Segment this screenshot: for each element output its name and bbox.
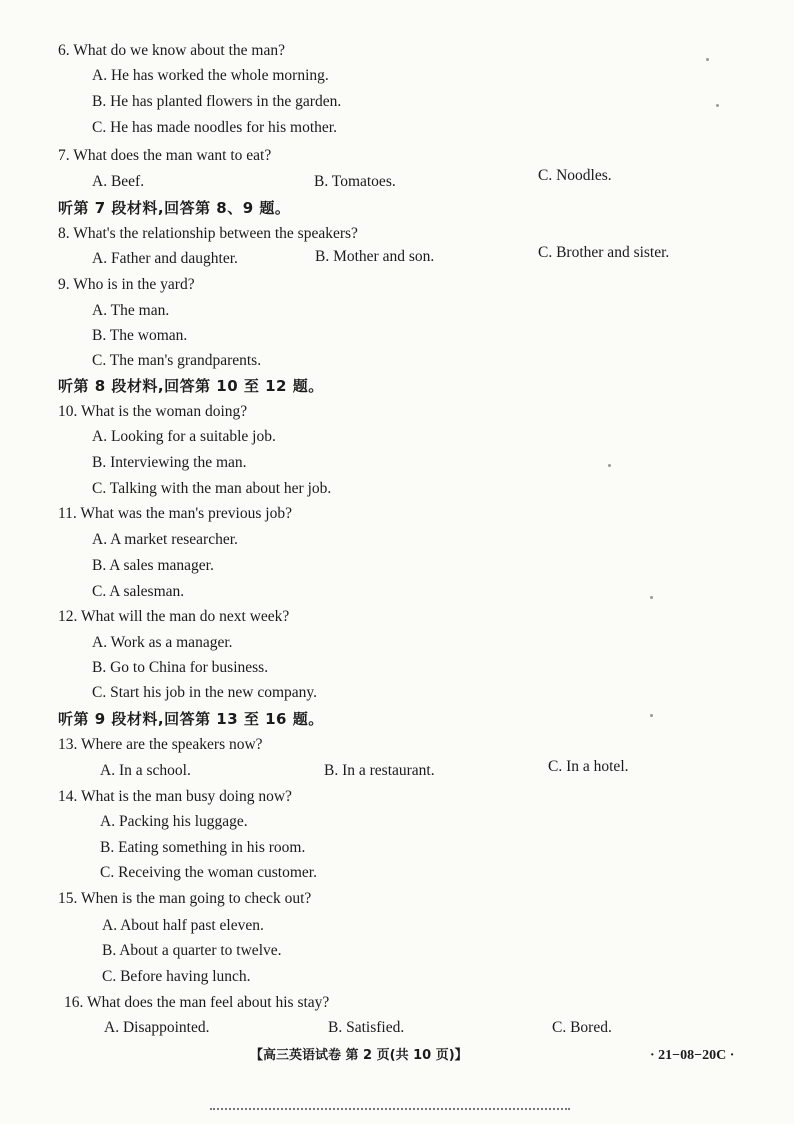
question-11-option-a: A. A market researcher. [92, 531, 238, 548]
question-9-option-a: A. The man. [92, 302, 170, 319]
question-10-stem: 10. What is the woman doing? [58, 403, 248, 420]
exam-page-label: 【高三英语试卷 第 2 页(共 10 页)】 [250, 1048, 468, 1063]
question-9-option-c: C. The man's grandparents. [92, 352, 262, 369]
question-8-option-c: C. Brother and sister. [538, 244, 670, 261]
question-9-option-b: B. The woman. [92, 327, 188, 344]
question-16-stem: 16. What does the man feel about his stay? [64, 994, 330, 1011]
section-7-instruction: 听第 7 段材料,回答第 8、9 题。 [58, 199, 291, 217]
question-16-option-b: B. Satisfied. [328, 1019, 405, 1036]
question-12-option-c: C. Start his job in the new company. [92, 684, 318, 701]
question-15-option-c: C. Before having lunch. [102, 968, 251, 985]
question-12-option-b: B. Go to China for business. [92, 659, 269, 676]
question-14-stem: 14. What is the man busy doing now? [58, 788, 292, 805]
scan-speck [650, 714, 653, 717]
question-8-options [0, 246, 794, 272]
scan-speck [608, 464, 611, 467]
scan-speck [650, 596, 653, 599]
question-8-option-a: A. Father and daughter. [92, 250, 238, 267]
question-15-option-b: B. About a quarter to twelve. [102, 942, 282, 959]
question-8-option-b: B. Mother and son. [315, 248, 435, 265]
cut-line-divider [210, 1108, 570, 1110]
question-13-stem: 13. Where are the speakers now? [58, 736, 263, 753]
question-16-option-c: C. Bored. [552, 1019, 612, 1036]
question-11-stem: 11. What was the man's previous job? [58, 505, 292, 522]
question-7-options [0, 169, 794, 195]
page-footer [0, 1044, 794, 1068]
question-7-option-b: B. Tomatoes. [314, 173, 396, 190]
section-9-instruction: 听第 9 段材料,回答第 13 至 16 题。 [58, 710, 324, 728]
section-8-instruction: 听第 8 段材料,回答第 10 至 12 题。 [58, 377, 324, 395]
question-6-option-b: B. He has planted flowers in the garden. [92, 93, 342, 110]
question-15-option-a: A. About half past eleven. [102, 917, 264, 934]
question-10-option-b: B. Interviewing the man. [92, 454, 247, 471]
question-13-option-c: C. In a hotel. [548, 758, 629, 775]
question-14-option-a: A. Packing his luggage. [100, 813, 248, 830]
question-15-stem: 15. When is the man going to check out? [58, 890, 312, 907]
question-11-option-b: B. A sales manager. [92, 557, 214, 574]
question-13-option-b: B. In a restaurant. [324, 762, 435, 779]
question-16-option-a: A. Disappointed. [104, 1019, 210, 1036]
exam-code: · 21−08−20C · [650, 1048, 735, 1063]
question-13-options [0, 758, 794, 784]
question-12-stem: 12. What will the man do next week? [58, 608, 290, 625]
question-16-options [0, 1015, 794, 1041]
question-6-option-a: A. He has worked the whole morning. [92, 67, 329, 84]
question-7-option-a: A. Beef. [92, 173, 145, 190]
question-7-stem: 7. What does the man want to eat? [58, 147, 272, 164]
question-11-option-c: C. A salesman. [92, 583, 185, 600]
question-14-option-c: C. Receiving the woman customer. [100, 864, 317, 881]
question-14-option-b: B. Eating something in his room. [100, 839, 306, 856]
scan-speck [706, 58, 709, 61]
question-10-option-c: C. Talking with the man about her job. [92, 480, 332, 497]
question-8-stem: 8. What's the relationship between the speakers? [58, 225, 358, 242]
question-6-option-c: C. He has made noodles for his mother. [92, 119, 337, 136]
scan-speck [716, 104, 719, 107]
question-13-option-a: A. In a school. [100, 762, 191, 779]
question-6-stem: 6. What do we know about the man? [58, 42, 285, 59]
question-7-option-c: C. Noodles. [538, 167, 612, 184]
question-10-option-a: A. Looking for a suitable job. [92, 428, 276, 445]
question-12-option-a: A. Work as a manager. [92, 634, 233, 651]
question-9-stem: 9. Who is in the yard? [58, 276, 195, 293]
